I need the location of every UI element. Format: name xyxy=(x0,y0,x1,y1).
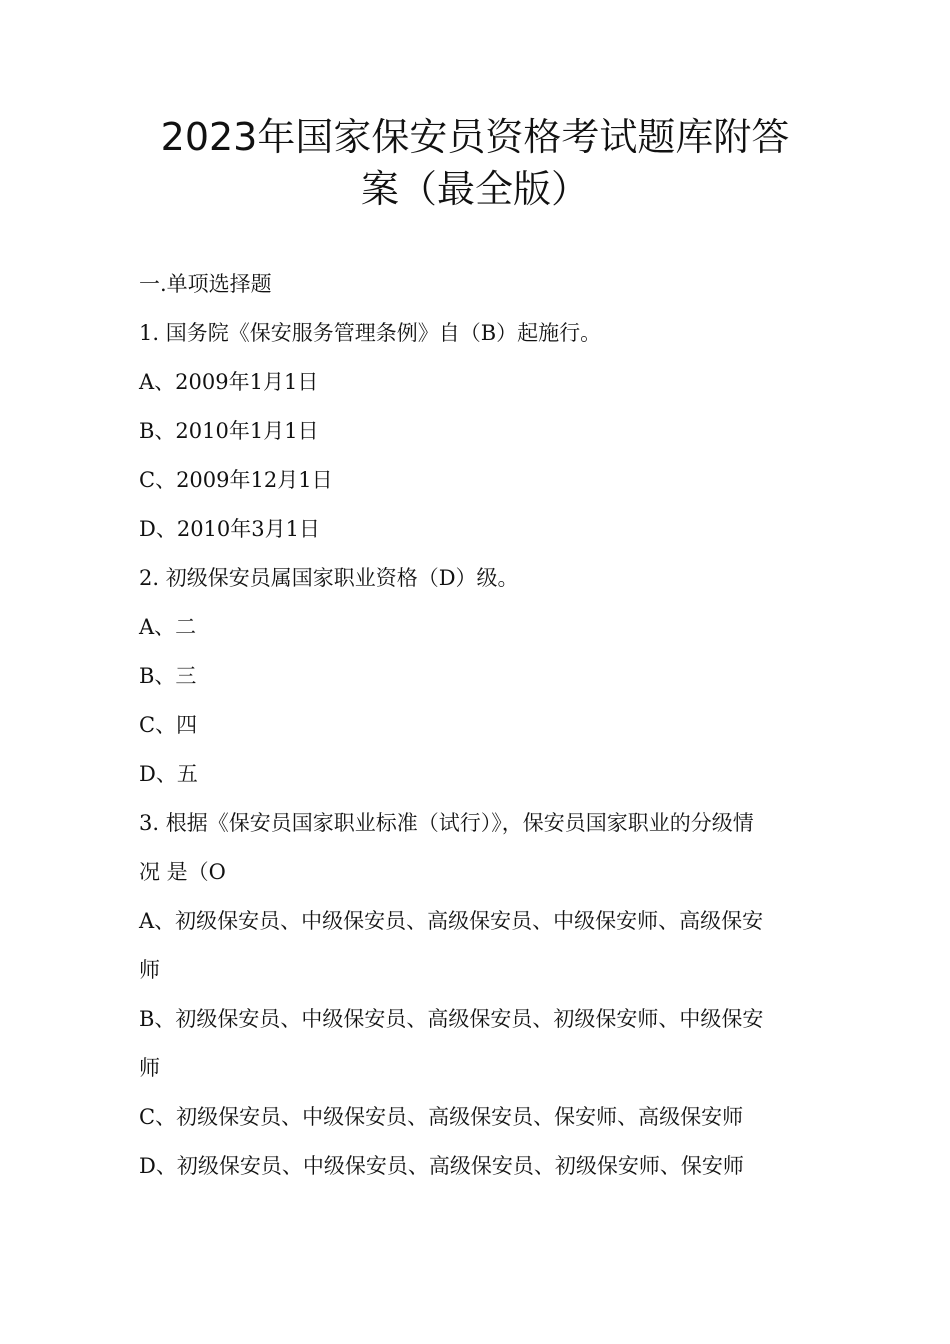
question-2-option-b: B、三 xyxy=(139,664,197,688)
document-title-line-1: 2023年国家保安员资格考试题库附答 xyxy=(160,115,790,159)
question-2: 2. 初级保安员属国家职业资格（D）级。 xyxy=(139,566,519,590)
question-2-option-a: A、二 xyxy=(139,615,197,639)
question-1-option-b: B、2010年1月1日 xyxy=(139,419,319,443)
question-1-option-c: C、2009年12月1日 xyxy=(139,468,333,492)
question-1-option-d: D、2010年3月1日 xyxy=(139,517,321,541)
question-1-option-a: A、2009年1月1日 xyxy=(139,370,319,394)
question-3-option-d: D、初级保安员、中级保安员、高级保安员、初级保安师、保安师 xyxy=(139,1154,744,1178)
question-1: 1. 国务院《保安服务管理条例》自（B）起施行。 xyxy=(139,321,602,345)
section-heading: 一.单项选择题 xyxy=(139,272,272,296)
question-2-option-d: D、五 xyxy=(139,762,198,786)
question-2-option-c: C、四 xyxy=(139,713,198,737)
question-3-line-1: 3. 根据《保安员国家职业标准（试行）》，保安员国家职业的分级情 xyxy=(139,811,754,835)
question-3-option-a-line-2: 师 xyxy=(139,958,160,982)
question-3-option-b-line-2: 师 xyxy=(139,1056,160,1080)
question-3-line-2: 况 是（O xyxy=(139,860,226,884)
question-3-option-a-line-1: A、初级保安员、中级保安员、高级保安员、中级保安师、高级保安 xyxy=(139,909,764,933)
document-title-line-2: 案（最全版） xyxy=(360,167,589,211)
question-3-option-b-line-1: B、初级保安员、中级保安员、高级保安员、初级保安师、中级保安 xyxy=(139,1007,764,1031)
question-3-option-c: C、初级保安员、中级保安员、高级保安员、保安师、高级保安师 xyxy=(139,1105,744,1129)
